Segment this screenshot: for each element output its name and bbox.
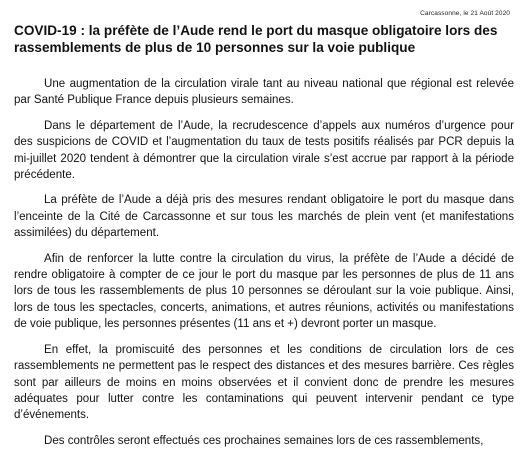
paragraph-6: Des contrôles seront effectués ces prochaines semaines lors de ces rassemblements,	[44, 434, 484, 447]
paragraph-4: Afin de renforcer la lutte contre la circulation du virus, la préfète de l’Aude a décidé de rendre obligatoire à compter de ce jour le port du masque par les personnes de plus de 11 ans lors de tous les rassemblements de plus 10 personnes se déroulant sur la voie publique. Ainsi, lors de tous les spectacles, concerts, animations, et autres réunions, activités ou manifestations de voie publique, les personnes présentes (11 ans et +) devront porter un masque.	[14, 252, 514, 331]
dateline: Carcassonne, le 21 Août 2020	[420, 10, 510, 17]
paragraph-2: Dans le département de l’Aude, la recrudescence d’appels aux numéros d’urgence pour des suspicions de COVID et l’augmentation du taux de tests positifs réalisés par PCR depuis la mi-juillet 2020 tendent à démontrer que la circulation virale s’est accrue par rapport à la période précédente.	[14, 119, 514, 182]
paragraph-5: En effet, la promiscuité des personnes et les conditions de circulation lors de ces rassemblements ne permettent pas le respect des distances et des mesures barrière. Ces règles sont par ailleurs de moins en moins observées et il convient donc de prendre les mesures adéquates pour lutter contre les contaminations qui peuvent intervenir pendant ce type d’événements.	[14, 343, 514, 422]
press-release-body	[14, 76, 514, 458]
press-release-title: COVID-19 : la préfète de l’Aude rend le port du masque obligatoire lors des rassemblements de plus de 10 personnes sur la voie publique	[14, 23, 498, 55]
paragraph-1: Une augmentation de la circulation virale tant au niveau national que régional est relevée par Santé Publique France depuis plusieurs semaines.	[14, 78, 514, 107]
paragraph-3: La préfète de l’Aude a déjà pris des mesures rendant obligatoire le port du masque dans l’enceinte de la Cité de Carcassonne et sur tous les marchés de plein vent (et manifestations assimilées) du département.	[14, 194, 514, 240]
